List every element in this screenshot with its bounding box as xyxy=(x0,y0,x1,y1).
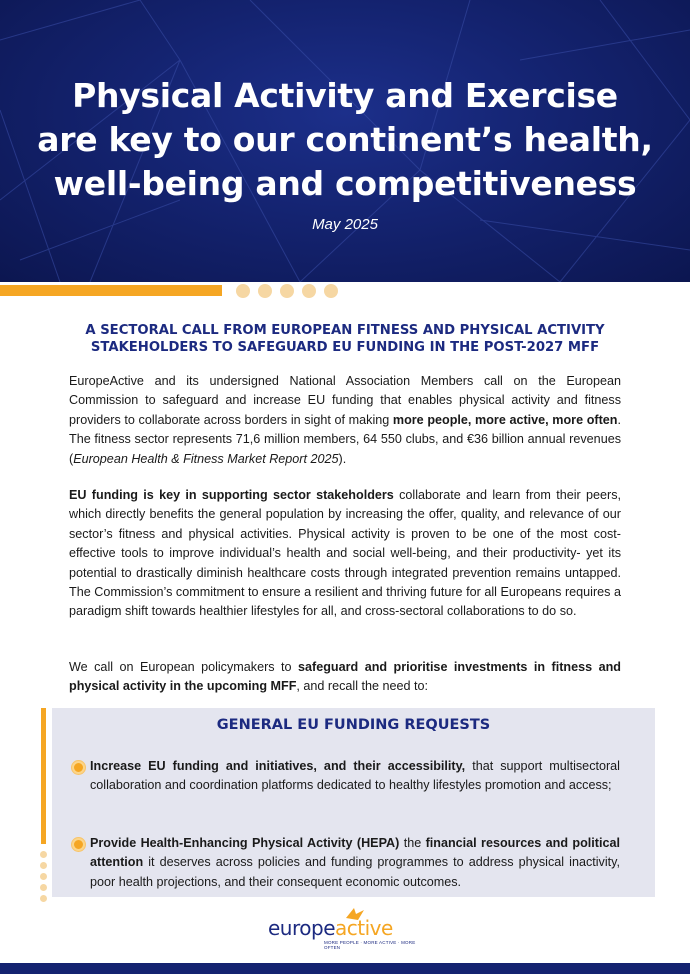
page-title xyxy=(0,74,690,206)
publication-date: May 2025 xyxy=(312,216,378,233)
dot xyxy=(40,884,47,891)
text: that support multisectoral collaboration and coordination platforms dedicated to healthy lifestyles promotion and access; xyxy=(90,759,620,793)
text: We call on European policymakers to xyxy=(69,660,299,674)
text: it deserves across policies and funding programmes to address physical inactivity, poor health projections, and their consequent economic outcomes. xyxy=(90,855,620,889)
emphasis: more people, more active, more often xyxy=(392,412,618,427)
intro-paragraph xyxy=(69,372,621,469)
emphasis: financial resources and political attention xyxy=(90,836,620,870)
heading-line-2: STAKEHOLDERS TO SAFEGUARD EU FUNDING IN THE POST-2027 MFF xyxy=(90,340,600,355)
decorative-dots xyxy=(236,284,338,298)
title-line-2: are key to our continent’s health, xyxy=(37,120,653,159)
dot xyxy=(40,851,47,858)
emphasis: EU funding is key in supporting sector stakeholders xyxy=(69,488,394,502)
dot xyxy=(40,873,47,880)
dot xyxy=(40,862,47,869)
bullet-icon xyxy=(72,838,85,851)
section-heading xyxy=(40,322,650,356)
text: . The fitness sector represents 71,6 million members, 64 550 clubs, and €36 billion annual revenues ( xyxy=(69,412,622,466)
text: collaborate and learn from their peers, which directly benefits the general population by increasing the offer, quality, and relevance of our sector’s fitness and physical activities. Physical activity is proven to be one of the most cost-effective tools to improve individual’s health and social well-being, and their productivity- yet its potential to drastically diminish healthcare costs through integrated prevention remains untapped. The Commission’s commitment to ensure a resilient and thriving future for all Europeans requires a paradigm shift towards healthier lifestyles for all, and cross-sectoral collaborations to do so. xyxy=(69,488,622,619)
dot xyxy=(302,284,316,298)
text: , and recall the need to: xyxy=(296,679,429,694)
dot xyxy=(324,284,338,298)
text: ). xyxy=(338,451,347,466)
heading-line-1: A SECTORAL CALL FROM EUROPEAN FITNESS AND PHYSICAL ACTIVITY xyxy=(85,323,605,338)
requests-side-bar xyxy=(41,708,46,844)
call-paragraph xyxy=(69,658,621,697)
emphasis: Provide Health-Enhancing Physical Activity (HEPA) xyxy=(90,836,400,850)
requests-title: GENERAL EU FUNDING REQUESTS xyxy=(216,717,491,733)
hero-banner xyxy=(0,0,690,282)
europeactive-logo xyxy=(268,906,428,952)
dot xyxy=(280,284,294,298)
logo-tagline: MORE PEOPLE · MORE ACTIVE · MORE OFTEN xyxy=(324,940,416,950)
emphasis: safeguard and prioritise investments in fitness and physical activity in the upcoming MFF xyxy=(69,660,622,694)
text: the xyxy=(399,836,426,850)
request-item-1 xyxy=(90,757,620,796)
logo-word-active: active xyxy=(335,916,393,940)
report-citation: European Health & Fitness Market Report 2025 xyxy=(73,451,339,466)
bullet-icon xyxy=(72,761,85,774)
title-line-1: Physical Activity and Exercise xyxy=(72,76,618,115)
title-line-3: well-being and competitiveness xyxy=(53,164,637,203)
request-item-2 xyxy=(90,834,620,892)
text: EuropeActive and its undersigned National Association Members call on the European Commission to safeguard and increase EU funding that enables physical activity and fitness providers to collaborate across borders in sight of making xyxy=(69,374,621,427)
accent-bar xyxy=(0,285,222,296)
funding-paragraph xyxy=(69,486,621,622)
requests-side-dots xyxy=(40,851,47,902)
footer-bar xyxy=(0,963,690,974)
dot xyxy=(258,284,272,298)
logo-word-europe: europe xyxy=(268,916,335,940)
dot xyxy=(40,895,47,902)
dot xyxy=(236,284,250,298)
logo-wordmark xyxy=(268,916,393,940)
emphasis: Increase EU funding and initiatives, and their accessibility, xyxy=(90,759,466,773)
